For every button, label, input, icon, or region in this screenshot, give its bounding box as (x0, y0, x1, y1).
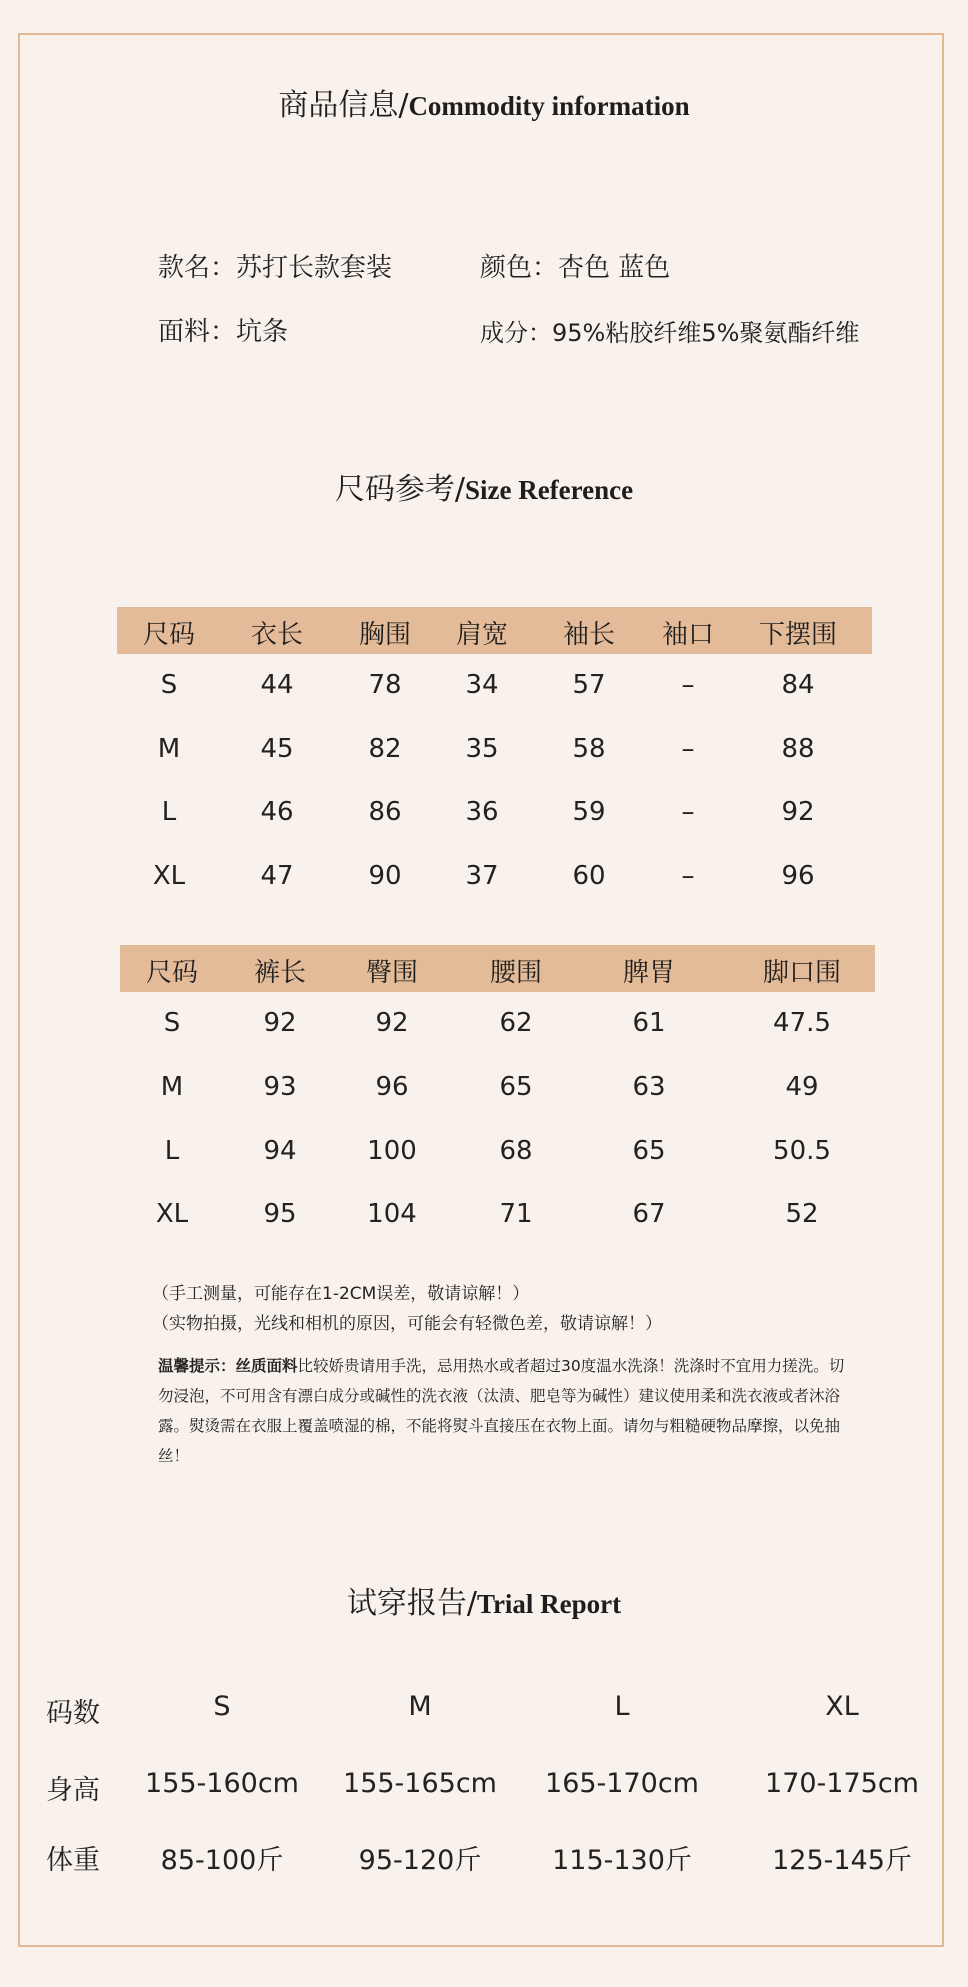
color-info: 颜色：杏色 蓝色 (480, 253, 671, 283)
table-cell: 47 (260, 861, 294, 891)
trial-row-label: 身高 (46, 1775, 100, 1806)
table-cell: 34 (465, 670, 499, 700)
table-cell: XL (155, 1199, 189, 1229)
table-cell: 44 (260, 670, 294, 700)
commodity-title-cn: 商品信息/ (278, 88, 409, 123)
commodity-title-en: Commodity information (408, 91, 690, 121)
table-cell: – (681, 861, 695, 891)
table-cell: 104 (367, 1199, 417, 1229)
table-cell: 65 (499, 1072, 533, 1102)
table-cell: 92 (781, 797, 815, 827)
table-cell: L (161, 797, 177, 827)
column-header: 胸围 (358, 620, 412, 650)
care-tip-text: 比较娇贵请用手洗，忌用热水或者超过30度温水洗涤！洗涤时不宜用力搓洗。切勿浸泡，不可用含有漂白成分或碱性的洗衣液（汰渍、肥皂等为碱性）建议使用柔和洗衣液或者沐浴露。熨烫需在衣服上覆盖喷湿的棉，不能将熨斗直接压在衣物上面。请勿与粗糙硬物品摩擦，以免抽丝！ (158, 1357, 845, 1465)
table-cell: 92 (263, 1008, 297, 1038)
column-header: 尺码 (145, 958, 199, 988)
size-reference-title-cn: 尺码参考/ (334, 472, 465, 507)
table-cell: 95 (263, 1199, 297, 1229)
table-cell: 84 (781, 670, 815, 700)
table-cell: 96 (375, 1072, 409, 1102)
table-cell: 59 (572, 797, 606, 827)
table-cell: 37 (465, 861, 499, 891)
trial-cell: 155-160cm (145, 1768, 299, 1799)
table-cell: 46 (260, 797, 294, 827)
trial-cell: 165-170cm (545, 1768, 699, 1799)
style-name: 款名：苏打长款套装 (158, 253, 393, 283)
measurement-note: （手工测量，可能存在1-2CM误差，敬请谅解！） (152, 1284, 530, 1304)
trial-row-label: 码数 (46, 1698, 100, 1729)
table-cell: 88 (781, 734, 815, 764)
trial-cell: 170-175cm (765, 1768, 919, 1799)
table-cell: 96 (781, 861, 815, 891)
table-cell: 35 (465, 734, 499, 764)
table-cell: 52 (785, 1199, 819, 1229)
trial-cell: M (408, 1691, 432, 1722)
table-cell: L (164, 1136, 180, 1166)
table-cell: 86 (368, 797, 402, 827)
table-cell: 62 (499, 1008, 533, 1038)
column-header: 腰围 (489, 958, 543, 988)
table-cell: 67 (632, 1199, 666, 1229)
table-cell: M (160, 1072, 184, 1102)
column-header: 袖长 (562, 620, 616, 650)
table-cell: 47.5 (773, 1008, 831, 1038)
table-cell: – (681, 797, 695, 827)
trial-report-title-cn: 试穿报告/ (346, 1586, 477, 1621)
trial-report-title-en: Trial Report (476, 1589, 622, 1619)
column-header: 脚口围 (762, 958, 842, 988)
table-cell: 63 (632, 1072, 666, 1102)
table-cell: 45 (260, 734, 294, 764)
table-cell: S (163, 1008, 181, 1038)
size-reference-title (0, 464, 968, 508)
care-tip-label: 温馨提示：丝质面料 (158, 1357, 298, 1375)
trial-cell: 125-145斤 (772, 1845, 912, 1876)
table-cell: 61 (632, 1008, 666, 1038)
trial-row-label: 体重 (46, 1845, 100, 1876)
trial-cell: 155-165cm (343, 1768, 497, 1799)
table-cell: 82 (368, 734, 402, 764)
table-cell: 36 (465, 797, 499, 827)
table-cell: 100 (367, 1136, 417, 1166)
trial-cell: S (213, 1691, 231, 1722)
column-header: 肩宽 (455, 620, 509, 650)
trial-cell: 85-100斤 (160, 1845, 284, 1876)
table-cell: 71 (499, 1199, 533, 1229)
table-cell: 90 (368, 861, 402, 891)
table-cell: 60 (572, 861, 606, 891)
table-cell: 57 (572, 670, 606, 700)
table-cell: S (160, 670, 178, 700)
column-header: 衣长 (250, 620, 304, 650)
trial-cell: 95-120斤 (358, 1845, 482, 1876)
table-cell: 49 (785, 1072, 819, 1102)
table-cell: 93 (263, 1072, 297, 1102)
table-cell: 58 (572, 734, 606, 764)
table-cell: M (157, 734, 181, 764)
table-cell: 94 (263, 1136, 297, 1166)
column-header: 下摆围 (758, 620, 838, 650)
table-cell: – (681, 734, 695, 764)
trial-cell: L (614, 1691, 630, 1722)
size-reference-title-en: Size Reference (464, 475, 634, 505)
column-header: 臀围 (365, 958, 419, 988)
commodity-title (0, 80, 968, 124)
trial-cell: 115-130斤 (552, 1845, 692, 1876)
table-cell: 50.5 (773, 1136, 831, 1166)
column-header: 脾胃 (622, 958, 676, 988)
trial-report-title (0, 1578, 968, 1622)
column-header: 尺码 (142, 620, 196, 650)
table-cell: – (681, 670, 695, 700)
trial-cell: XL (825, 1691, 859, 1722)
composition-info: 成分：95%粘胶纤维5%聚氨酯纤维 (480, 319, 860, 347)
fabric-info: 面料：坑条 (158, 317, 289, 347)
table-cell: XL (152, 861, 186, 891)
column-header: 裤长 (253, 958, 307, 988)
column-header: 袖口 (661, 620, 715, 650)
table-cell: 78 (368, 670, 402, 700)
care-tip (158, 1351, 858, 1471)
table-cell: 65 (632, 1136, 666, 1166)
color-note: （实物拍摄，光线和相机的原因，可能会有轻微色差，敬请谅解！） (152, 1314, 662, 1334)
table-cell: 68 (499, 1136, 533, 1166)
table-cell: 92 (375, 1008, 409, 1038)
